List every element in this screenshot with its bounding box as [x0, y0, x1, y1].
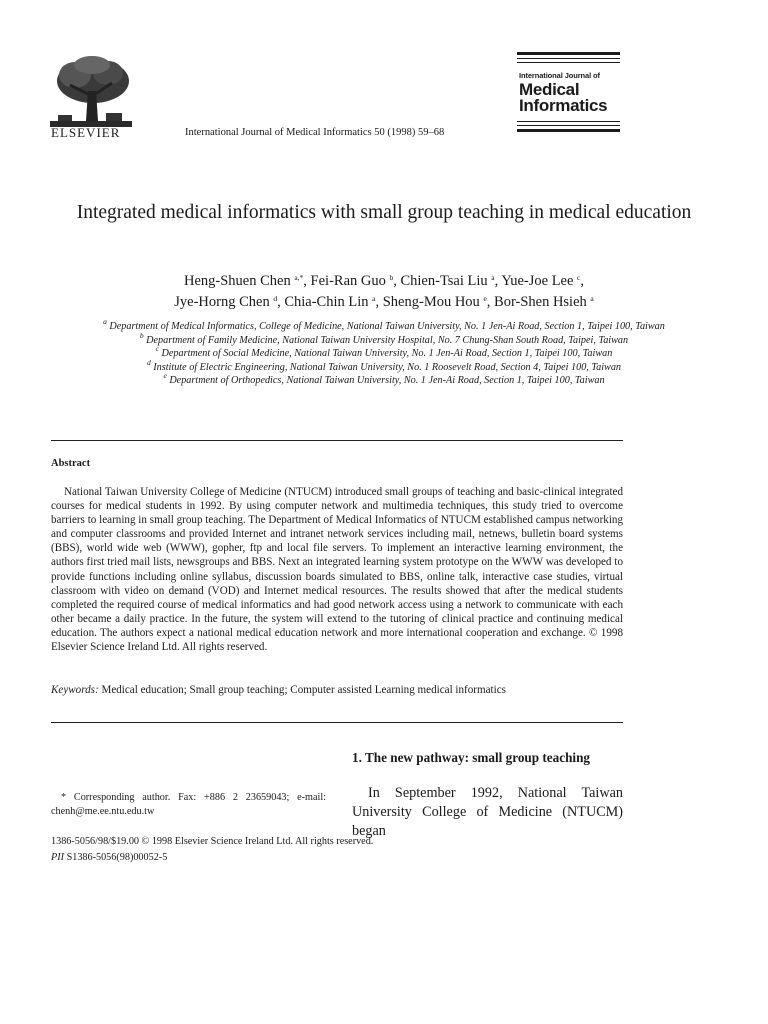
- divider: [51, 722, 623, 723]
- affiliation: $^a$ Department of Medical Informatics, College of Medicine, National Taiwan University, No. 1 Jen-Ai Road, Section 1, Taipei 100, Taiwan: [103, 317, 665, 332]
- pii-label: PII: [51, 852, 65, 863]
- journal-logo-line3: Informatics: [519, 96, 608, 115]
- journal-logo-line1: International Journal of: [519, 71, 600, 80]
- author: Chien-Tsai Liu $^a$,: [400, 273, 502, 289]
- section-body: In September 1992, National Taiwan University College of Medicine (NTUCM) began: [352, 785, 623, 839]
- affiliation: $^c$ Department of Social Medicine, National Taiwan University, No. 1 Jen-Ai Road, Section 1, Taipei 100, Taiwan: [155, 344, 613, 359]
- footnote-text: * Corresponding author. Fax: +886 2 23659043; e-mail: chenh@me.ee.ntu.edu.tw: [51, 792, 326, 817]
- pii-line: [51, 852, 167, 863]
- affiliations: [60, 317, 708, 388]
- keywords: [51, 684, 623, 696]
- journal-logo-line2: Medical: [519, 80, 580, 99]
- pii-value: S1386-5056(98)00052-5: [66, 852, 168, 863]
- paper-title: Integrated medical informatics with small group teaching in medical education: [76, 202, 692, 223]
- author: Jye-Horng Chen $^d$,: [174, 294, 285, 310]
- footnote: [51, 791, 326, 819]
- author: Fei-Ran Guo $^b$,: [310, 273, 401, 289]
- author: Heng-Shuen Chen $^{a,*}$,: [183, 273, 311, 289]
- affiliation: $^b$ Department of Family Medicine, National Taiwan University Hospital, No. 7 Chung-Shan South Road, Taipei, Taiwan: [139, 330, 629, 346]
- divider: [51, 440, 623, 441]
- keywords-text: Medical education; Small group teaching; Computer assisted Learning medical informatics: [101, 684, 506, 696]
- copyright-line: 1386-5056/98/$19.00 © 1998 Elsevier Science Ireland Ltd. All rights reserved.: [51, 836, 374, 847]
- abstract-heading: Abstract: [51, 458, 91, 469]
- abstract-body: National Taiwan University College of Medicine (NTUCM) introduced small groups of teaching and basic-clinical integrated courses for medical students in 1992. By using computer network and multimedia techniques, this study tried to overcome barriers to learning in small group teaching. The Department of Medical Informatics of NTUCM established campus networking and computer classrooms and provided Internet and intranet network services including mail, netnews, bulletin board systems (BBS), world wide web (WWW), gopher, ftp and local file servers. To implement an interactive learning environment, the authors first tried mail lists, newsgroups and BBS. Next an integrated learning system prototype on the WWW was developed to provide functions including online syllabus, discussion boards simulated to BBS, online talk, interactive case studies, virtual classroom with video on demand (VOD) and Internet medical resources. The results showed that after the medical students completed the required course of medical informatics and had good network access using a network to communicate with each other became a daily practice. In the future, the system will extend to the tutoring of clinical practice and continuing medical education. The authors expect a national medical education network and more international cooperation and exchange. © 1998 Elsevier Science Ireland Ltd. All rights reserved.: [51, 486, 623, 654]
- author: Bor-Shen Hsieh $^a$: [494, 294, 594, 310]
- journal-citation: International Journal of Medical Informatics 50 (1998) 59–68: [185, 127, 445, 138]
- author: Yue-Joe Lee $^c$,: [501, 273, 585, 289]
- publisher-name: ELSEVIER: [51, 125, 121, 140]
- elsevier-tree-logo: [50, 55, 132, 127]
- author: Sheng-Mou Hou $^e$,: [382, 294, 495, 310]
- author-list: [60, 271, 708, 313]
- journal-logo: [517, 52, 620, 132]
- keywords-label: Keywords:: [51, 684, 99, 696]
- section-heading: 1. The new pathway: small group teaching: [352, 750, 591, 765]
- affiliation: $^d$ Institute of Electric Engineering, National Taiwan University, No. 1 Roosevelt Road, Section 4, Taipei 100, Taiwan: [146, 357, 622, 373]
- affiliation: $^e$ Department of Orthopedics, National Taiwan University, No. 1 Jen-Ai Road, Section 1, Taipei 100, Taiwan: [163, 371, 605, 386]
- author: Chia-Chin Lin $^a$,: [284, 294, 383, 310]
